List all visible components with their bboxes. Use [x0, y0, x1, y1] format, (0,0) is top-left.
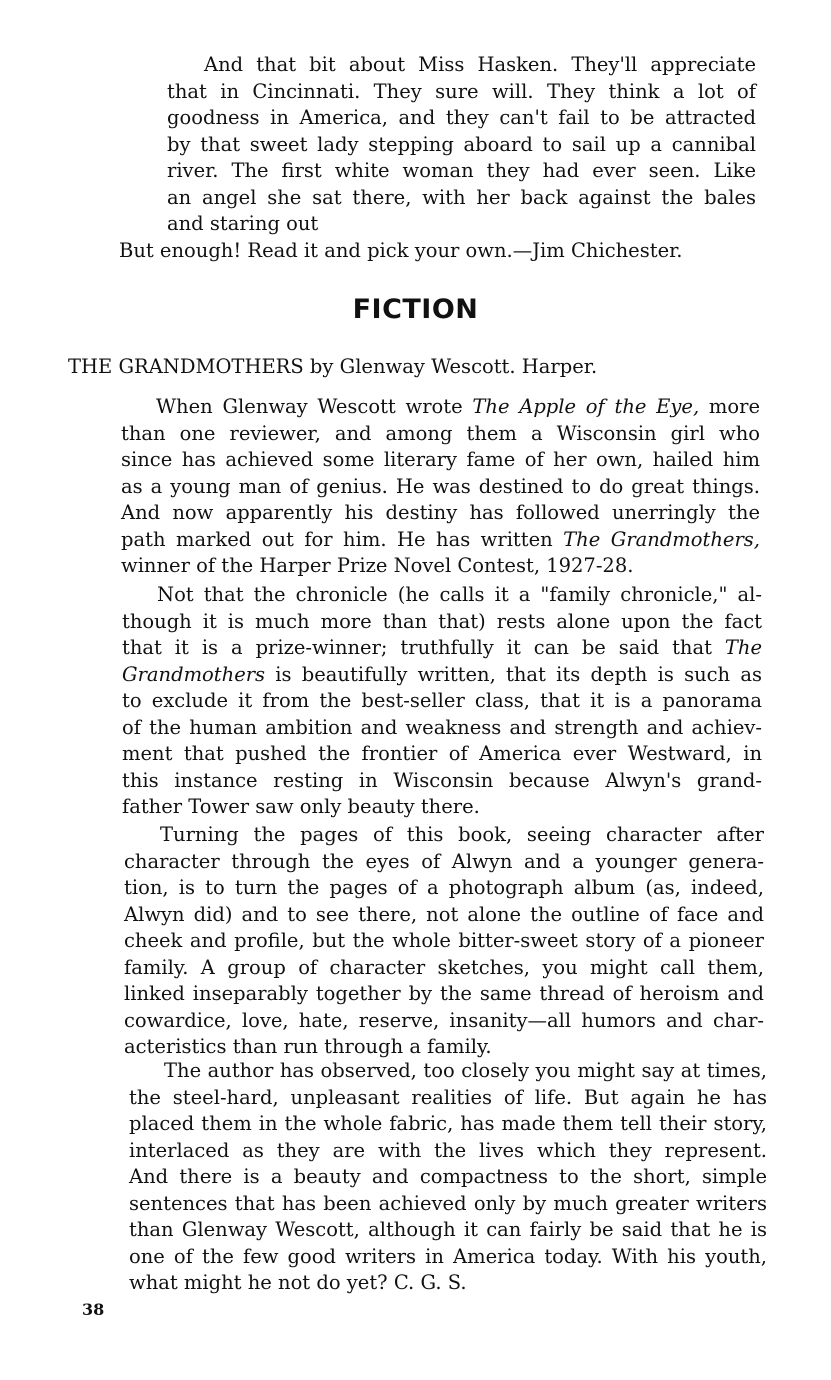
text-line: winner of the Harper Prize Novel Contest, 1927-28. — [121, 554, 634, 577]
text-run: that it is a prize-winner; truthfully it can be said that — [122, 636, 725, 659]
quote-line: by that sweet lady stepping aboard to sail up a cannibal — [167, 132, 756, 156]
text-line: family. A group of character sketches, you might call them, — [124, 955, 764, 979]
review-paragraph-1 — [121, 394, 760, 580]
text-line: than Glenway Wescott, although it can fairly be said that he is — [129, 1218, 767, 1241]
book-title: Grandmothers — [122, 662, 266, 686]
text-line: one of the few good writers in America today. With his youth, — [129, 1244, 767, 1268]
closing-line — [129, 1270, 767, 1297]
text-line: ment that pushed the frontier of America ever Westward, in — [122, 742, 762, 765]
text-run: is beautifully written, that its depth is such as — [265, 662, 762, 686]
book-title: The Apple of the Eye, — [472, 395, 700, 418]
text-line: Alwyn did) and to see there, not alone the outline of face and — [124, 902, 764, 926]
text-run: what might he not do yet? — [129, 1271, 388, 1294]
quote-closing: But enough! Read it and pick your own.—Jim Chichester. — [119, 239, 683, 262]
quote-line: and staring out — [167, 212, 319, 235]
text-line: than one reviewer, and among them a Wisconsin girl who — [121, 421, 760, 445]
text-line: Turning the pages of this book, seeing character after — [160, 823, 764, 846]
text-line: And there is a beauty and compactness to the short, simple — [129, 1165, 767, 1188]
text-line: cheek and profile, but the whole bitter-sweet story of a pioneer — [124, 929, 764, 952]
text-line — [121, 527, 760, 554]
quote-line: river. The first white woman they had ever seen. Like — [167, 159, 756, 182]
text-line: acteristics than run through a family. — [124, 1035, 492, 1058]
page-number: 38 — [82, 1300, 105, 1319]
text-line: cowardice, love, hate, reserve, insanity—all humors and char- — [124, 1008, 764, 1032]
text-line: father Tower saw only beauty there. — [122, 795, 480, 818]
text-run: path marked out for him. He has written — [121, 527, 564, 551]
text-line: this instance resting in Wisconsin because Alwyn's grand- — [122, 768, 762, 792]
reviewer-signature: C. G. S. — [393, 1271, 467, 1294]
text-line: interlaced as they are with the lives which they represent. — [129, 1138, 767, 1162]
review-paragraph-4 — [129, 1058, 767, 1297]
text-run: more — [699, 395, 761, 418]
book-title: The Grandmothers, — [563, 527, 761, 551]
text-line: And now apparently his destiny has followed unerringly the — [121, 501, 760, 524]
review-paragraph-2 — [122, 582, 762, 821]
text-line: linked inseparably together by the same thread of heroism and — [124, 982, 764, 1005]
text-run: When Glenway Wescott wrote — [156, 395, 473, 418]
book-title-line: THE GRANDMOTHERS by Glenway Wescott. Harper. — [68, 355, 598, 378]
section-heading: FICTION — [352, 294, 479, 325]
text-line — [122, 635, 762, 662]
quote-line: an angel she sat there, with her back against the bales — [167, 185, 756, 209]
quote-line: goodness in America, and they can't fail to be attracted — [167, 106, 756, 129]
text-line: of the human ambition and weakness and strength and achiev- — [122, 715, 762, 739]
text-line: since has achieved some literary fame of her own, hailed him — [121, 448, 760, 471]
text-line: sentences that has been achieved only by much greater writers — [129, 1191, 767, 1215]
text-line: though it is much more than that) rests alone upon the fact — [122, 609, 762, 633]
text-line — [122, 662, 762, 689]
text-line: The author has observed, too closely you might say at times, — [164, 1059, 767, 1082]
text-line: Not that the chronicle (he calls it a "family chronicle," al- — [157, 583, 762, 606]
quote-line: And that bit about Miss Hasken. They'll appreciate — [204, 53, 756, 76]
review-paragraph-3 — [124, 822, 764, 1061]
book-title: The — [724, 636, 762, 659]
text-line: the steel-hard, unpleasant realities of life. But again he has — [129, 1085, 767, 1109]
text-line: as a young man of genius. He was destined to do great things. — [121, 474, 760, 498]
text-line: placed them in the whole fabric, has made them tell their story, — [129, 1112, 767, 1135]
text-line: tion, is to turn the pages of a photograph album (as, indeed, — [124, 876, 764, 899]
text-line: to exclude it from the best-seller class, that it is a panorama — [122, 689, 762, 712]
quote-paragraph — [167, 52, 756, 238]
text-line: character through the eyes of Alwyn and a younger genera- — [124, 849, 764, 873]
text-line — [121, 394, 760, 421]
quote-line: that in Cincinnati. They sure will. They think a lot of — [167, 79, 756, 103]
